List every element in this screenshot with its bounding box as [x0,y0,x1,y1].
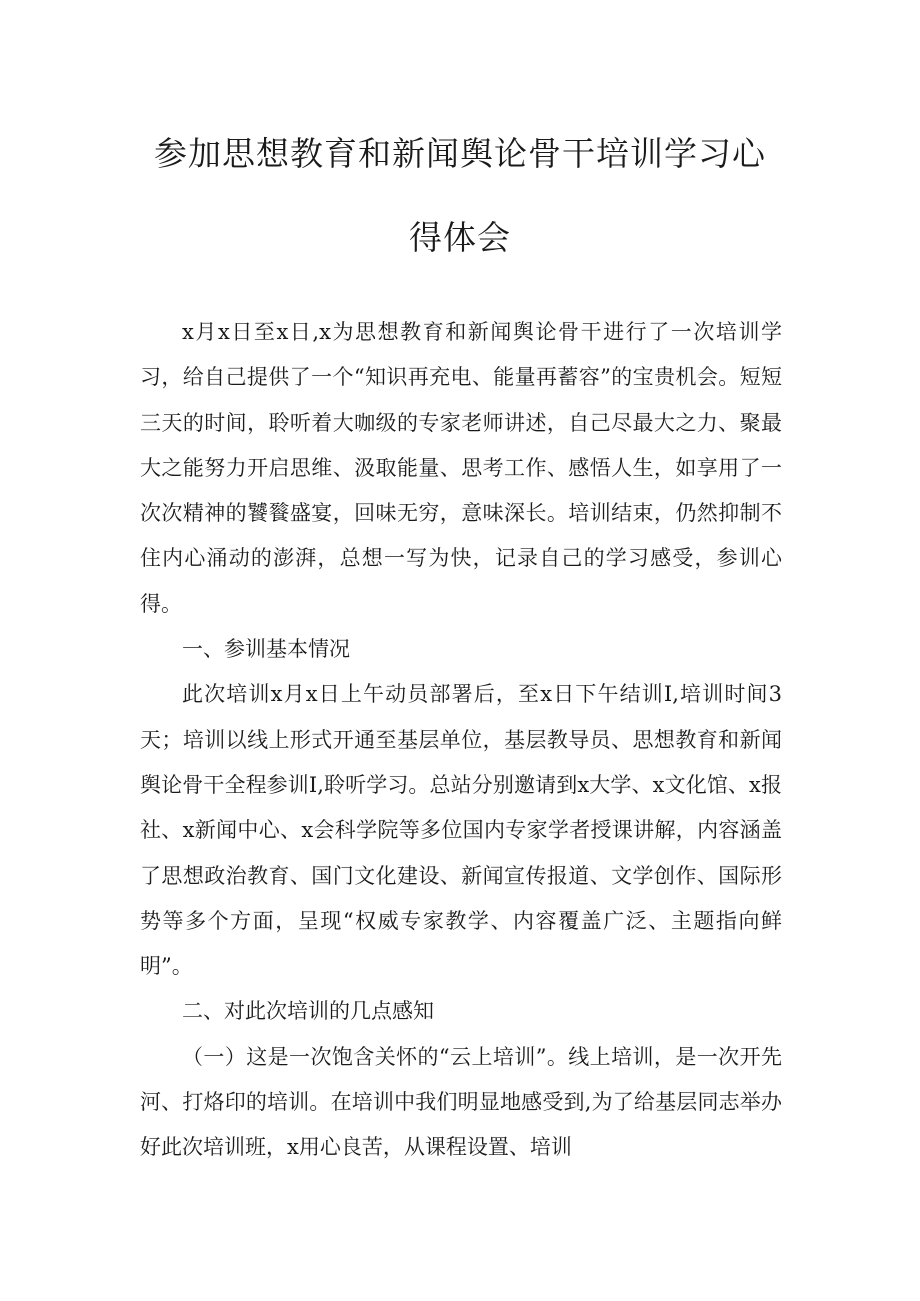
document-body [140,310,782,1171]
intro-paragraph: x月x日至x日,x为思想教育和新闻舆论骨干进行了一次培训学习，给自己提供了一个“知识再充电、能量再蓄容”的宝贵机会。短短三天的时间，聆听着大咖级的专家老师讲述，自己尽最大之力、聚最大之能努力开启思维、汲取能量、思考工作、感悟人生，如享用了一次次精神的饕餮盛宴，回味无穷，意味深长。培训结束，仍然抑制不住内心涌动的澎湃，总想一写为快，记录自己的学习感受，参训心得。 [140,320,782,616]
section-heading-1: 一、参训基本情况 [182,637,350,662]
document-title-line-2: 得体会 [409,218,511,257]
section-heading-2: 二、对此次培训的几点感知 [182,999,434,1024]
document-title-line-1: 参加思想教育和新闻舆论骨干培训学习心 [154,134,766,173]
section-1-paragraph: 此次培训x月x日上午动员部署后，至x日下午结训I,培训时间3天；培训以线上形式开通至基层单位，基层教导员、思想教育和新闻舆论骨干全程参训I,聆听学习。总站分别邀请到x大学、x文化馆、x报社、x新闻中心、x会科学院等多位国内专家学者授课讲解，内容涵盖了思想政治教育、国门文化建设、新闻宣传报道、文学创作、国际形势等多个方面，呈现“权威专家教学、内容覆盖广泛、主题指向鲜明”。 [140,682,782,979]
section-2-paragraph: （一）这是一次饱含关怀的“云上培训”。线上培训，是一次开先河、打烙印的培训。在培训中我们明显地感受到,为了给基层同志举办好此次培训班，x用心良苦，从课程设置、培训 [140,1044,782,1160]
